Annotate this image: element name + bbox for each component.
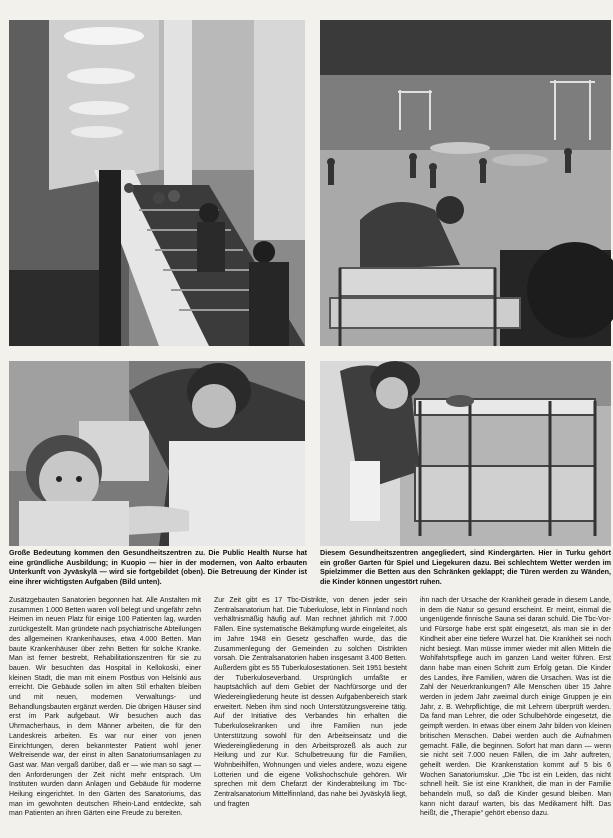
caption-right: Diesem Gesundheitszentren angegliedert, sind Kindergärten. Hier in Turku gehört ein großer Garten für Spiel und Liegekuren dazu. Bei schlechtem Wetter werden im Spielzimmer die Betten aus den Schränken geklappt; die Türen werden zu Wänden, die Kinder können ungestört ruhen. bbox=[320, 548, 611, 586]
nurse-image bbox=[9, 361, 305, 546]
photo-folding-beds bbox=[320, 361, 611, 546]
body-column-2: Zur Zeit gibt es 17 Tbc-Distrikte, von denen jeder sein Zentralsanatorium hat. Die Tuberkulose, lebt in Finnland noch verhältnismäßig häufig auf. Man rechnet jährlich mit 7.000 Fällen. Eine systematische Bekämpfung wurde eingeleitet, als im Jahre 1948 ein Gesetz geschaffen wurde, das die Zusammenlegung der Gemeinden zu solchen Distrikten vorsah. Die Zentralsanatorien haben insgesamt 3.400 Betten. Außerdem gibt es 55 Tuberkulosestationen. Seit 1951 besteht der Tuberkuloseverband. Ursprünglich umfaßte er hauptsächlich auf dem Gebiet der Nachfürsorge und der Wiedereingliederung heute ist dessen Aufgabenbereich stark erweitert. Neben ihm sind noch Unterstützungsvereine tätig. Auf der Initiative des Verbandes hin erhalten die Tuberkulosekranken und ihre Familien nun jede Unterstützung sowohl für den Arbeitseinsatz und die Wiedereingliederung in den Arbeitsprozeß als auch zur Heilung und zur Kur. Schulbetreuung für die Familien, Wohnbeihilfen, Wohnungen und vieles andere, wozu eigene Lotterien und die eigene Volkshochschule gehören. Wir sprechen mit dem Chefarzt der Kinderabteilung im Tbc-Zentralsanatorium Mittelfinnland, das nahe bei Jyväskylä liegt, und fragten bbox=[214, 597, 407, 808]
folding-beds-image bbox=[320, 361, 611, 546]
garden-image bbox=[320, 20, 611, 346]
stairway-image bbox=[9, 20, 305, 346]
photo-stairway-skylights bbox=[9, 20, 305, 346]
body-column-1: Zusätzgebauten Sanatorien begonnen hat. Alle Anstalten mit zusammen 1.000 Betten waren voll belegt und ungefähr zehn Heimen im neuen Platz für einige 100 Patienten lag, wurden zurückgestellt. Man gründete nach psychiatrische Abteilungen des allgemeinen Krankenhauses, etwa 4.000 Betten. Man baute Krankenhäuser über zehn Betten für solche Kranke. Man ist ferner bestrebt, Rehabilitationszentren für sie zu bauen. Wir besuchten das Hospital in Kellokoski, einer kleinen Stadt, die man mit einem Postbus von Helsinki aus erreicht. Die Gebäude sollen im alten Stil erhalten bleiben und mit neuen, modernen Verwaltungs- und Behandlungsbauten ergänzt werden. Die übrigen Häuser sind erst im Park aufgebaut. Wir besuchen auch das Uhrmacherhaus, in dem Männer arbeiten, die für den Landeskreis arbeiten. Es war nur einer von jenen Einrichtungen, deren bekanntester Patient wohl jener Weltreisende war, der einst in alten Sanatoriumsanlagen zu Gast war. Man vergaß darüber, daß er — wie man so sagt — den Anforderungen der Zeit nicht mehr entsprach. Um Instituten wurden dann Anlagen und Gebäude für moderne Heilung eingerichtet. In den Gärten des Sanatoriums, das man im gewohnten deutschen Rhein-Land entdeckte, sah man Patienten an ihren Gärten eine Freude zu bereiten. bbox=[9, 597, 201, 818]
body-column-3: ihn nach der Ursache der Krankheit gerade in diesem Lande, in dem die Natur so gesund erscheint. Er meint, einmal die ungenügende finnische Sauna sei daran schuld. Die Tbc-Vor- und Fürsorge habe erst spät eingesetzt, als man sie in der Kindheit aber eine tiefere Wurzel hat. Die Krankheit sei noch nicht besiegt. Man müsse immer wieder mit allen Mitteln die Wohlfahrtspflege auch im ganzen Land weiter führen. Erst dann habe man einen Schritt zum Erfolg getan. Die Kinder des Landes, ihre Familien, wären die Ursachen. Was ist die Zahl der Neuerkrankungen? Alle Menschen über 15 Jahre werden in jedem Jahr zweimal durch einige Gruppen je ein Jahr, z. B. Wehrpflichtige, die mit Lehrern überprüft werden. Da fand man Lehrer, die oder Schulbehörde eingesetzt, die geimpft werden. In etwas über einem Jahr bilden von kleinen britischen Menschen. Dabei werden auch die Aufnahmen gemacht. Fälle, die beginnen. Sofort hat man dann — wenn sie nicht seit 7.000 neuen Fällen, die im Jahr auftreten, geheilt werden. Die Krankenstation kommt auf 5 bis 6 Wochen Sanatoriumskur. „Die Tbc ist ein Leiden, das nicht schnell heilt. Sie ist eine Krankheit, die man in der Familie behandeln muß, so daß die Kinder gesund bleiben. Man kann nicht darauf warten, bis das Medikament hilft. Das heißt, die „Therapie“ gehört ebenso dazu. bbox=[420, 597, 611, 818]
photo-nurse-with-child bbox=[9, 361, 305, 546]
photo-kindergarten-garden bbox=[320, 20, 611, 346]
caption-left: Große Bedeutung kommen den Gesundheitszentren zu. Die Public Health Nurse hat eine gründliche Ausbildung; in Kuopio — hier in der modernen, von Aalto erbauten Unterkunft von Jyväskylä — wird sie fortgebildet (oben). Die Betreuung der Kinder ist eine ihrer wichtigsten Aufgaben (Bild unten). bbox=[9, 548, 307, 586]
